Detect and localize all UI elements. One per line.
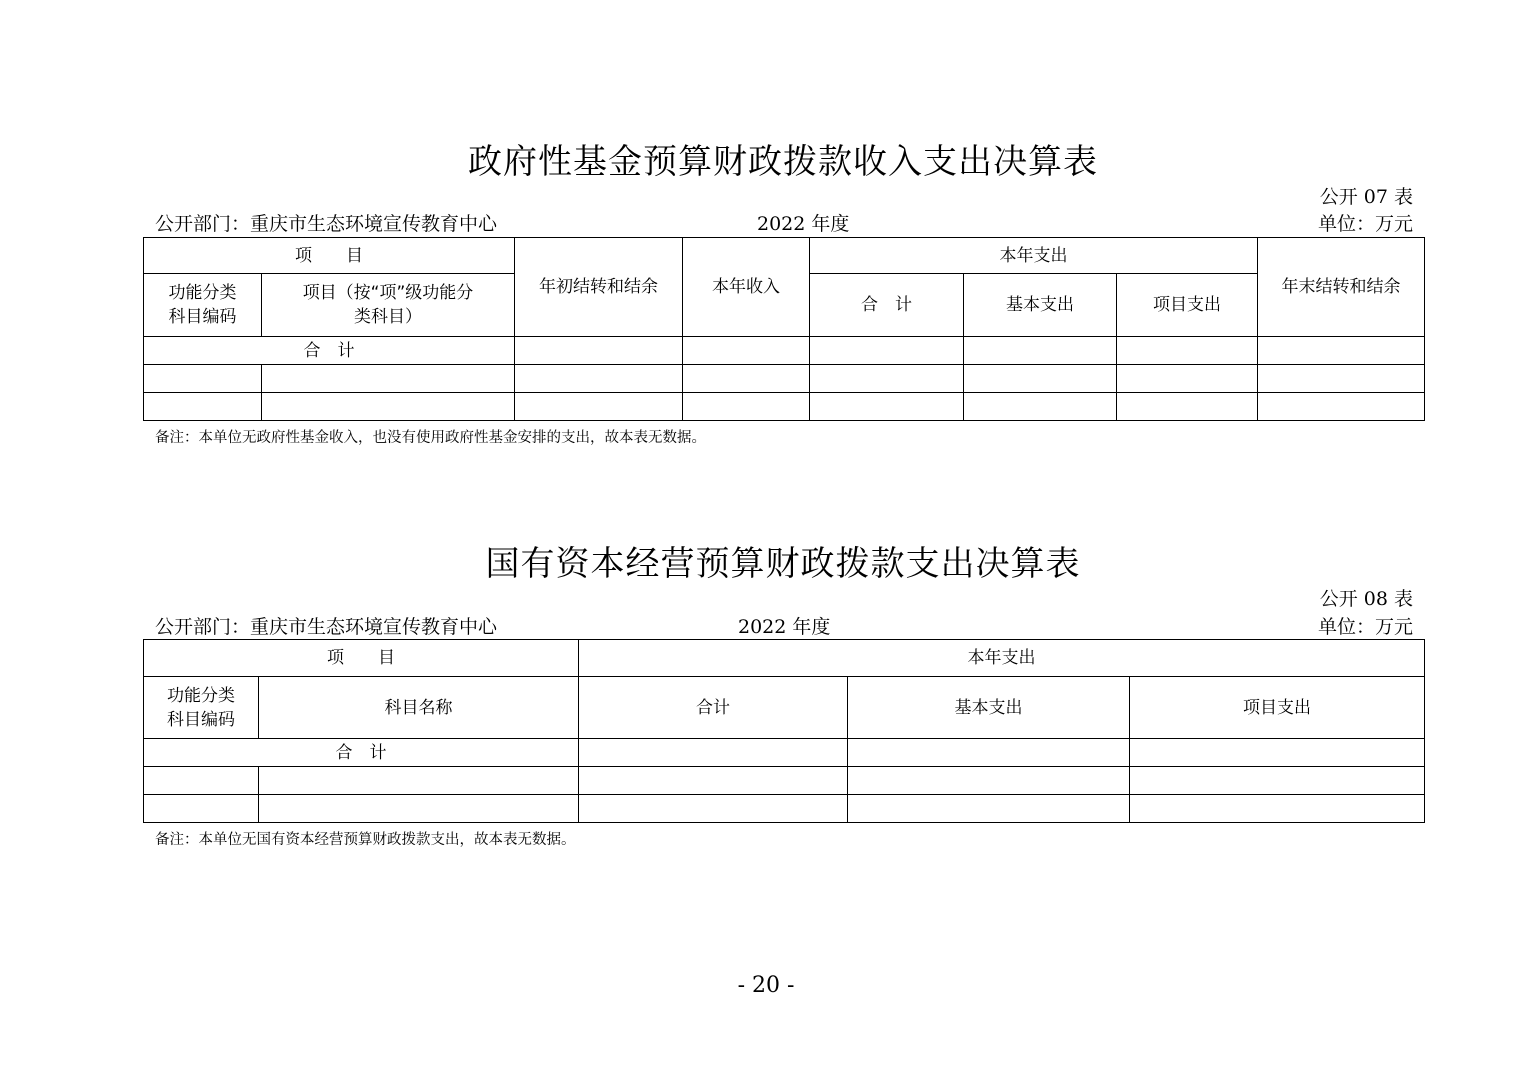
table-row	[144, 739, 1425, 767]
header-item-name: 项目（按“项”级功能分 类科目）	[262, 274, 515, 337]
table-row	[144, 393, 1425, 421]
table07-note: 备注：本单位无政府性基金收入，也没有使用政府性基金安排的支出，故本表无数据。	[155, 430, 706, 446]
header-project-expense: 项目支出	[1130, 677, 1425, 739]
total-row-label: 合 计	[144, 739, 579, 767]
table08-year: 2022 年度	[738, 616, 831, 638]
table08-unit: 单位：万元	[1317, 616, 1413, 638]
header-basic-expense: 基本支出	[964, 274, 1117, 337]
header-basic-expense: 基本支出	[848, 677, 1130, 739]
table07-form-number: 公开 07 表	[1319, 186, 1413, 208]
header-subject-name: 科目名称	[259, 677, 579, 739]
table08-grid	[143, 639, 1425, 823]
table08-note: 备注：本单位无国有资本经营预算财政拨款支出，故本表无数据。	[155, 832, 576, 848]
header-ending-balance: 年末结转和结余	[1258, 238, 1425, 337]
header-annual-expense: 本年支出	[579, 640, 1425, 677]
header-code: 功能分类 科目编码	[144, 677, 259, 739]
header-total: 合 计	[810, 274, 964, 337]
total-row-label: 合 计	[144, 337, 515, 365]
table07-unit: 单位：万元	[1317, 213, 1413, 235]
table08-department: 公开部门：重庆市生态环境宣传教育中心	[155, 616, 498, 638]
table-row	[144, 767, 1425, 795]
header-item: 项 目	[144, 640, 579, 677]
table07-department: 公开部门：重庆市生态环境宣传教育中心	[155, 213, 498, 235]
header-beginning-balance: 年初结转和结余	[515, 238, 683, 337]
table07-grid	[143, 237, 1425, 421]
table-row	[144, 365, 1425, 393]
header-item: 项 目	[144, 238, 515, 274]
header-total: 合计	[579, 677, 848, 739]
header-project-expense: 项目支出	[1117, 274, 1258, 337]
header-annual-income: 本年收入	[683, 238, 810, 337]
table08-title: 国有资本经营预算财政拨款支出决算表	[485, 544, 1081, 584]
table08-form-number: 公开 08 表	[1319, 588, 1413, 610]
table-row	[144, 795, 1425, 823]
page-number: - 20 -	[737, 973, 795, 998]
header-annual-expense: 本年支出	[810, 238, 1258, 274]
header-code: 功能分类 科目编码	[144, 274, 262, 337]
table07-title: 政府性基金预算财政拨款收入支出决算表	[468, 142, 1098, 182]
table07-year: 2022 年度	[757, 213, 850, 235]
table-row	[144, 337, 1425, 365]
